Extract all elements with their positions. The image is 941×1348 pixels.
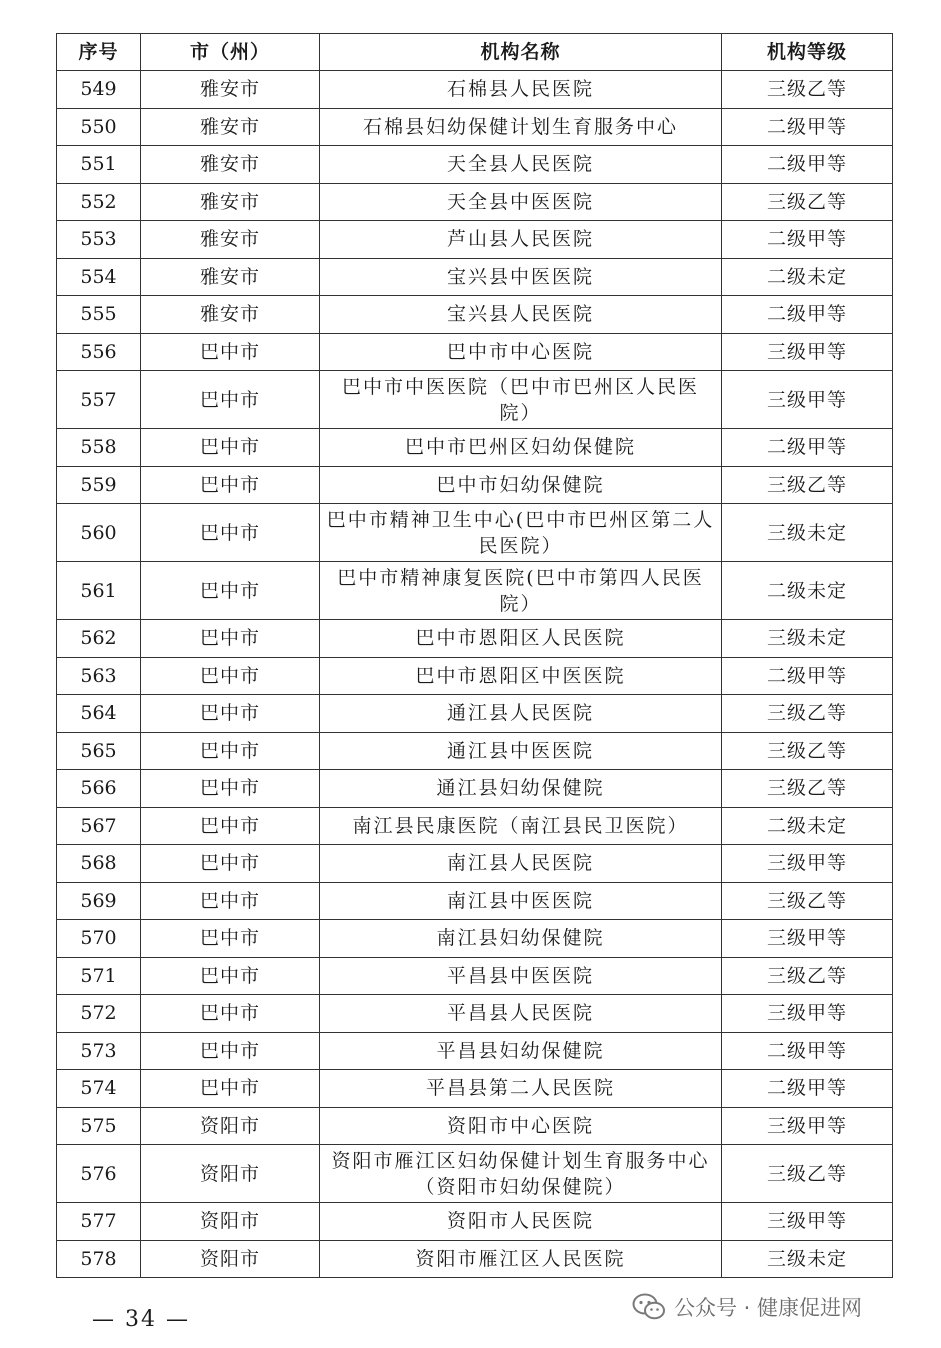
cell-level: 三级乙等: [722, 1145, 893, 1203]
cell-city: 雅安市: [141, 258, 320, 296]
table-row: [57, 466, 893, 504]
cell-seq: 570: [57, 920, 141, 958]
cell-seq: 560: [57, 504, 141, 562]
table-row: [57, 882, 893, 920]
table-row: [57, 371, 893, 429]
cell-city: 雅安市: [141, 296, 320, 334]
cell-city: 雅安市: [141, 71, 320, 109]
table-row: [57, 732, 893, 770]
cell-level: 三级乙等: [722, 957, 893, 995]
cell-level: 三级甲等: [722, 1107, 893, 1145]
cell-city: 资阳市: [141, 1107, 320, 1145]
cell-level: 三级甲等: [722, 995, 893, 1033]
cell-seq: 559: [57, 466, 141, 504]
wechat-icon: [632, 1293, 666, 1321]
watermark-text: 公众号 · 健康促进网: [674, 1296, 863, 1320]
table-row: [57, 1145, 893, 1203]
cell-name: 芦山县人民医院: [320, 221, 722, 259]
cell-level: 二级甲等: [722, 1032, 893, 1070]
cell-level: 二级甲等: [722, 429, 893, 467]
header-level: 机构等级: [722, 34, 893, 71]
cell-city: 巴中市: [141, 995, 320, 1033]
cell-level: 二级甲等: [722, 1070, 893, 1108]
table-row: [57, 1107, 893, 1145]
cell-level: 二级甲等: [722, 221, 893, 259]
cell-city: 巴中市: [141, 920, 320, 958]
cell-seq: 557: [57, 371, 141, 429]
table-body: [57, 71, 893, 1278]
table-row: [57, 770, 893, 808]
cell-name: 巴中市恩阳区中医医院: [320, 657, 722, 695]
cell-seq: 566: [57, 770, 141, 808]
cell-city: 资阳市: [141, 1203, 320, 1241]
table-row: [57, 620, 893, 658]
cell-city: 巴中市: [141, 957, 320, 995]
cell-level: 三级未定: [722, 504, 893, 562]
cell-name: 资阳市雁江区人民医院: [320, 1240, 722, 1278]
cell-city: 巴中市: [141, 845, 320, 883]
institution-table: [56, 33, 893, 1278]
cell-level: 三级乙等: [722, 770, 893, 808]
cell-level: 三级乙等: [722, 466, 893, 504]
cell-name: 石棉县人民医院: [320, 71, 722, 109]
table-row: [57, 995, 893, 1033]
cell-level: 三级甲等: [722, 920, 893, 958]
table-row: [57, 657, 893, 695]
cell-city: 巴中市: [141, 466, 320, 504]
cell-name: 巴中市妇幼保健院: [320, 466, 722, 504]
cell-seq: 558: [57, 429, 141, 467]
cell-seq: 569: [57, 882, 141, 920]
cell-name: 资阳市人民医院: [320, 1203, 722, 1241]
table-row: [57, 807, 893, 845]
cell-name: 天全县中医医院: [320, 183, 722, 221]
cell-level: 三级乙等: [722, 695, 893, 733]
cell-name: 巴中市中医医院（巴中市巴州区人民医院）: [320, 371, 722, 429]
cell-seq: 553: [57, 221, 141, 259]
cell-name: 石棉县妇幼保健计划生育服务中心: [320, 108, 722, 146]
table-row: [57, 504, 893, 562]
cell-level: 二级甲等: [722, 657, 893, 695]
cell-seq: 552: [57, 183, 141, 221]
table-row: [57, 221, 893, 259]
cell-name: 巴中市精神卫生中心(巴中市巴州区第二人民医院）: [320, 504, 722, 562]
cell-city: 巴中市: [141, 657, 320, 695]
cell-city: 巴中市: [141, 732, 320, 770]
cell-city: 雅安市: [141, 108, 320, 146]
cell-name: 南江县妇幼保健院: [320, 920, 722, 958]
cell-name: 通江县中医医院: [320, 732, 722, 770]
cell-seq: 564: [57, 695, 141, 733]
cell-seq: 575: [57, 1107, 141, 1145]
cell-name: 通江县妇幼保健院: [320, 770, 722, 808]
cell-level: 三级乙等: [722, 882, 893, 920]
cell-name: 南江县人民医院: [320, 845, 722, 883]
cell-name: 南江县中医医院: [320, 882, 722, 920]
cell-seq: 555: [57, 296, 141, 334]
table-row: [57, 333, 893, 371]
cell-level: 三级乙等: [722, 732, 893, 770]
cell-city: 巴中市: [141, 882, 320, 920]
cell-seq: 556: [57, 333, 141, 371]
cell-name: 平昌县人民医院: [320, 995, 722, 1033]
cell-level: 三级未定: [722, 620, 893, 658]
cell-name: 通江县人民医院: [320, 695, 722, 733]
table-row: [57, 1240, 893, 1278]
cell-level: 三级甲等: [722, 1203, 893, 1241]
table-row: [57, 108, 893, 146]
cell-name: 资阳市雁江区妇幼保健计划生育服务中心（资阳市妇幼保健院）: [320, 1145, 722, 1203]
cell-seq: 576: [57, 1145, 141, 1203]
cell-seq: 568: [57, 845, 141, 883]
cell-name: 宝兴县人民医院: [320, 296, 722, 334]
table-row: [57, 1070, 893, 1108]
cell-seq: 567: [57, 807, 141, 845]
cell-city: 巴中市: [141, 333, 320, 371]
table-row: [57, 1203, 893, 1241]
cell-level: 二级甲等: [722, 296, 893, 334]
cell-level: 三级乙等: [722, 71, 893, 109]
cell-level: 二级未定: [722, 562, 893, 620]
cell-level: 二级甲等: [722, 108, 893, 146]
header-seq: 序号: [57, 34, 141, 71]
cell-city: 雅安市: [141, 221, 320, 259]
table-row: [57, 957, 893, 995]
cell-level: 二级未定: [722, 258, 893, 296]
table-row: [57, 562, 893, 620]
cell-city: 巴中市: [141, 562, 320, 620]
table-row: [57, 183, 893, 221]
table-row: [57, 695, 893, 733]
table-row: [57, 258, 893, 296]
table-row: [57, 71, 893, 109]
cell-seq: 549: [57, 71, 141, 109]
header-name: 机构名称: [320, 34, 722, 71]
table-row: [57, 845, 893, 883]
cell-level: 三级乙等: [722, 183, 893, 221]
cell-seq: 577: [57, 1203, 141, 1241]
cell-city: 雅安市: [141, 146, 320, 184]
table-row: [57, 920, 893, 958]
cell-seq: 578: [57, 1240, 141, 1278]
cell-name: 天全县人民医院: [320, 146, 722, 184]
cell-city: 巴中市: [141, 695, 320, 733]
cell-city: 资阳市: [141, 1145, 320, 1203]
cell-city: 巴中市: [141, 1032, 320, 1070]
cell-seq: 563: [57, 657, 141, 695]
cell-seq: 562: [57, 620, 141, 658]
cell-seq: 574: [57, 1070, 141, 1108]
cell-seq: 571: [57, 957, 141, 995]
table-header-row: [57, 34, 893, 71]
table-row: [57, 429, 893, 467]
cell-name: 平昌县中医医院: [320, 957, 722, 995]
cell-name: 巴中市精神康复医院(巴中市第四人民医院）: [320, 562, 722, 620]
cell-city: 资阳市: [141, 1240, 320, 1278]
cell-city: 巴中市: [141, 1070, 320, 1108]
cell-seq: 565: [57, 732, 141, 770]
cell-name: 南江县民康医院（南江县民卫医院）: [320, 807, 722, 845]
cell-name: 宝兴县中医医院: [320, 258, 722, 296]
watermark: [632, 1292, 862, 1322]
cell-city: 巴中市: [141, 770, 320, 808]
cell-city: 巴中市: [141, 504, 320, 562]
cell-city: 巴中市: [141, 807, 320, 845]
cell-city: 巴中市: [141, 371, 320, 429]
cell-level: 三级甲等: [722, 333, 893, 371]
header-city: 市（州）: [141, 34, 320, 71]
cell-name: 巴中市恩阳区人民医院: [320, 620, 722, 658]
cell-level: 三级未定: [722, 1240, 893, 1278]
institution-table-container: [56, 33, 892, 1278]
cell-seq: 551: [57, 146, 141, 184]
table-row: [57, 1032, 893, 1070]
cell-seq: 554: [57, 258, 141, 296]
table-row: [57, 146, 893, 184]
cell-name: 资阳市中心医院: [320, 1107, 722, 1145]
cell-name: 巴中市中心医院: [320, 333, 722, 371]
cell-seq: 573: [57, 1032, 141, 1070]
cell-seq: 561: [57, 562, 141, 620]
cell-city: 巴中市: [141, 620, 320, 658]
cell-level: 三级甲等: [722, 845, 893, 883]
page-number: — 34 —: [92, 1307, 190, 1332]
cell-seq: 572: [57, 995, 141, 1033]
cell-level: 二级未定: [722, 807, 893, 845]
cell-name: 平昌县第二人民医院: [320, 1070, 722, 1108]
cell-seq: 550: [57, 108, 141, 146]
table-row: [57, 296, 893, 334]
cell-city: 雅安市: [141, 183, 320, 221]
cell-city: 巴中市: [141, 429, 320, 467]
cell-level: 二级甲等: [722, 146, 893, 184]
cell-name: 平昌县妇幼保健院: [320, 1032, 722, 1070]
cell-level: 三级甲等: [722, 371, 893, 429]
cell-name: 巴中市巴州区妇幼保健院: [320, 429, 722, 467]
